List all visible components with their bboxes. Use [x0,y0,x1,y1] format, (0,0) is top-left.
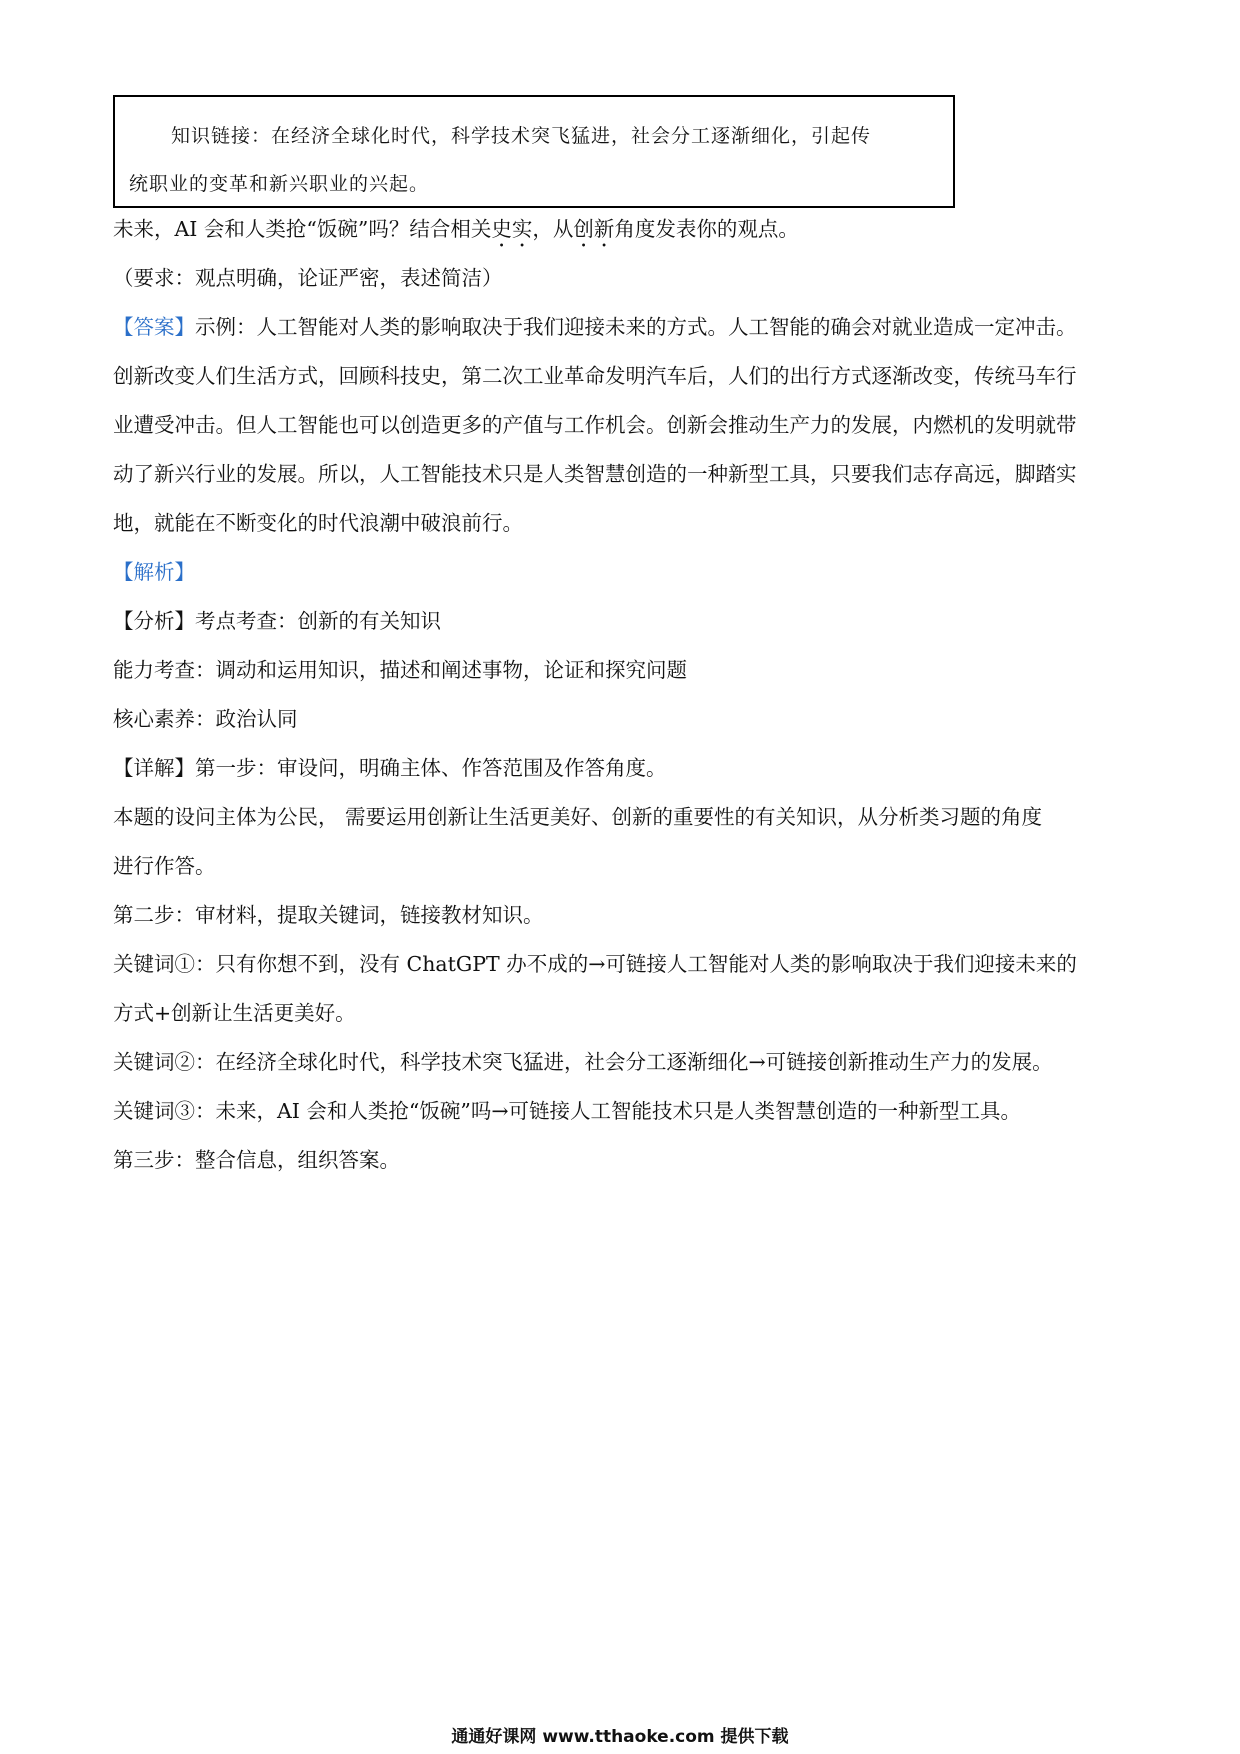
question-prompt [113,205,1133,254]
answer-line: 业遭受冲击。但人工智能也可以创造更多的产值与工作机会。创新会推动生产力的发展，内燃机的发明就带 [113,413,1077,437]
analysis-line: 【详解】第一步：审设问，明确主体、作答范围及作答角度。 [113,756,667,780]
document-body [113,205,1133,1185]
answer-text: 示例：人工智能对人类的影响取决于我们迎接未来的方式。人工智能的确会对就业造成一定冲击。 [195,315,1077,339]
analysis-line: 关键词①：只有你想不到，没有 ChatGPT 办不成的→可链接人工智能对人类的影响取决于我们迎接未来的 [113,952,1077,976]
emphasis-text: 创新 [573,217,615,241]
answer-tag: 【答案】 [113,315,195,339]
knowledge-box-line: 知识链接：在经济全球化时代，科学技术突飞猛进，社会分工逐渐细化，引起传 [171,125,872,147]
question-text: 角度发表你的观点。 [614,217,799,241]
knowledge-link-box [113,95,955,208]
analysis-line: 关键词③：未来，AI 会和人类抢“饭碗”吗→可链接人工智能技术只是人类智慧创造的一种新型工具。 [113,1099,1022,1123]
analysis-line: 【分析】考点考查：创新的有关知识 [113,609,441,633]
analysis-line: 关键词②：在经济全球化时代，科学技术突飞猛进，社会分工逐渐细化→可链接创新推动生产力的发展。 [113,1050,1053,1074]
analysis-line: 方式+创新让生活更美好。 [113,1001,356,1025]
analysis-line: 核心素养：政治认同 [113,707,298,731]
analysis-tag: 【解析】 [113,560,195,584]
analysis-line: 第三步：整合信息，组织答案。 [113,1148,400,1172]
answer-line: 创新改变人们生活方式，回顾科技史，第二次工业革命发明汽车后，人们的出行方式逐渐改变，传统马车行 [113,364,1077,388]
knowledge-box-line: 统职业的变革和新兴职业的兴起。 [129,173,430,195]
answer-line: 动了新兴行业的发展。所以，人工智能技术只是人类智慧创造的一种新型工具，只要我们志存高远，脚踏实 [113,462,1077,486]
answer-line [113,303,1133,352]
analysis-line: 本题的设问主体为公民， 需要运用创新让生活更美好、创新的重要性的有关知识，从分析类习题的角度 [113,805,1043,829]
emphasis-text: 史实 [491,217,533,241]
analysis-line: 进行作答。 [113,854,216,878]
question-text: 未来，AI 会和人类抢“饭碗”吗？结合相关 [113,217,492,241]
answer-line: 地，就能在不断变化的时代浪潮中破浪前行。 [113,511,523,535]
analysis-line: 能力考查：调动和运用知识，描述和阐述事物，论证和探究问题 [113,658,687,682]
footer-watermark[interactable]: 通通好课网 www.tthaoke.com 提供下载 [451,1727,789,1747]
question-text: ，从 [532,217,574,241]
question-requirement: （要求：观点明确，论证严密，表述简洁） [113,266,503,290]
analysis-line: 第二步：审材料，提取关键词，链接教材知识。 [113,903,544,927]
